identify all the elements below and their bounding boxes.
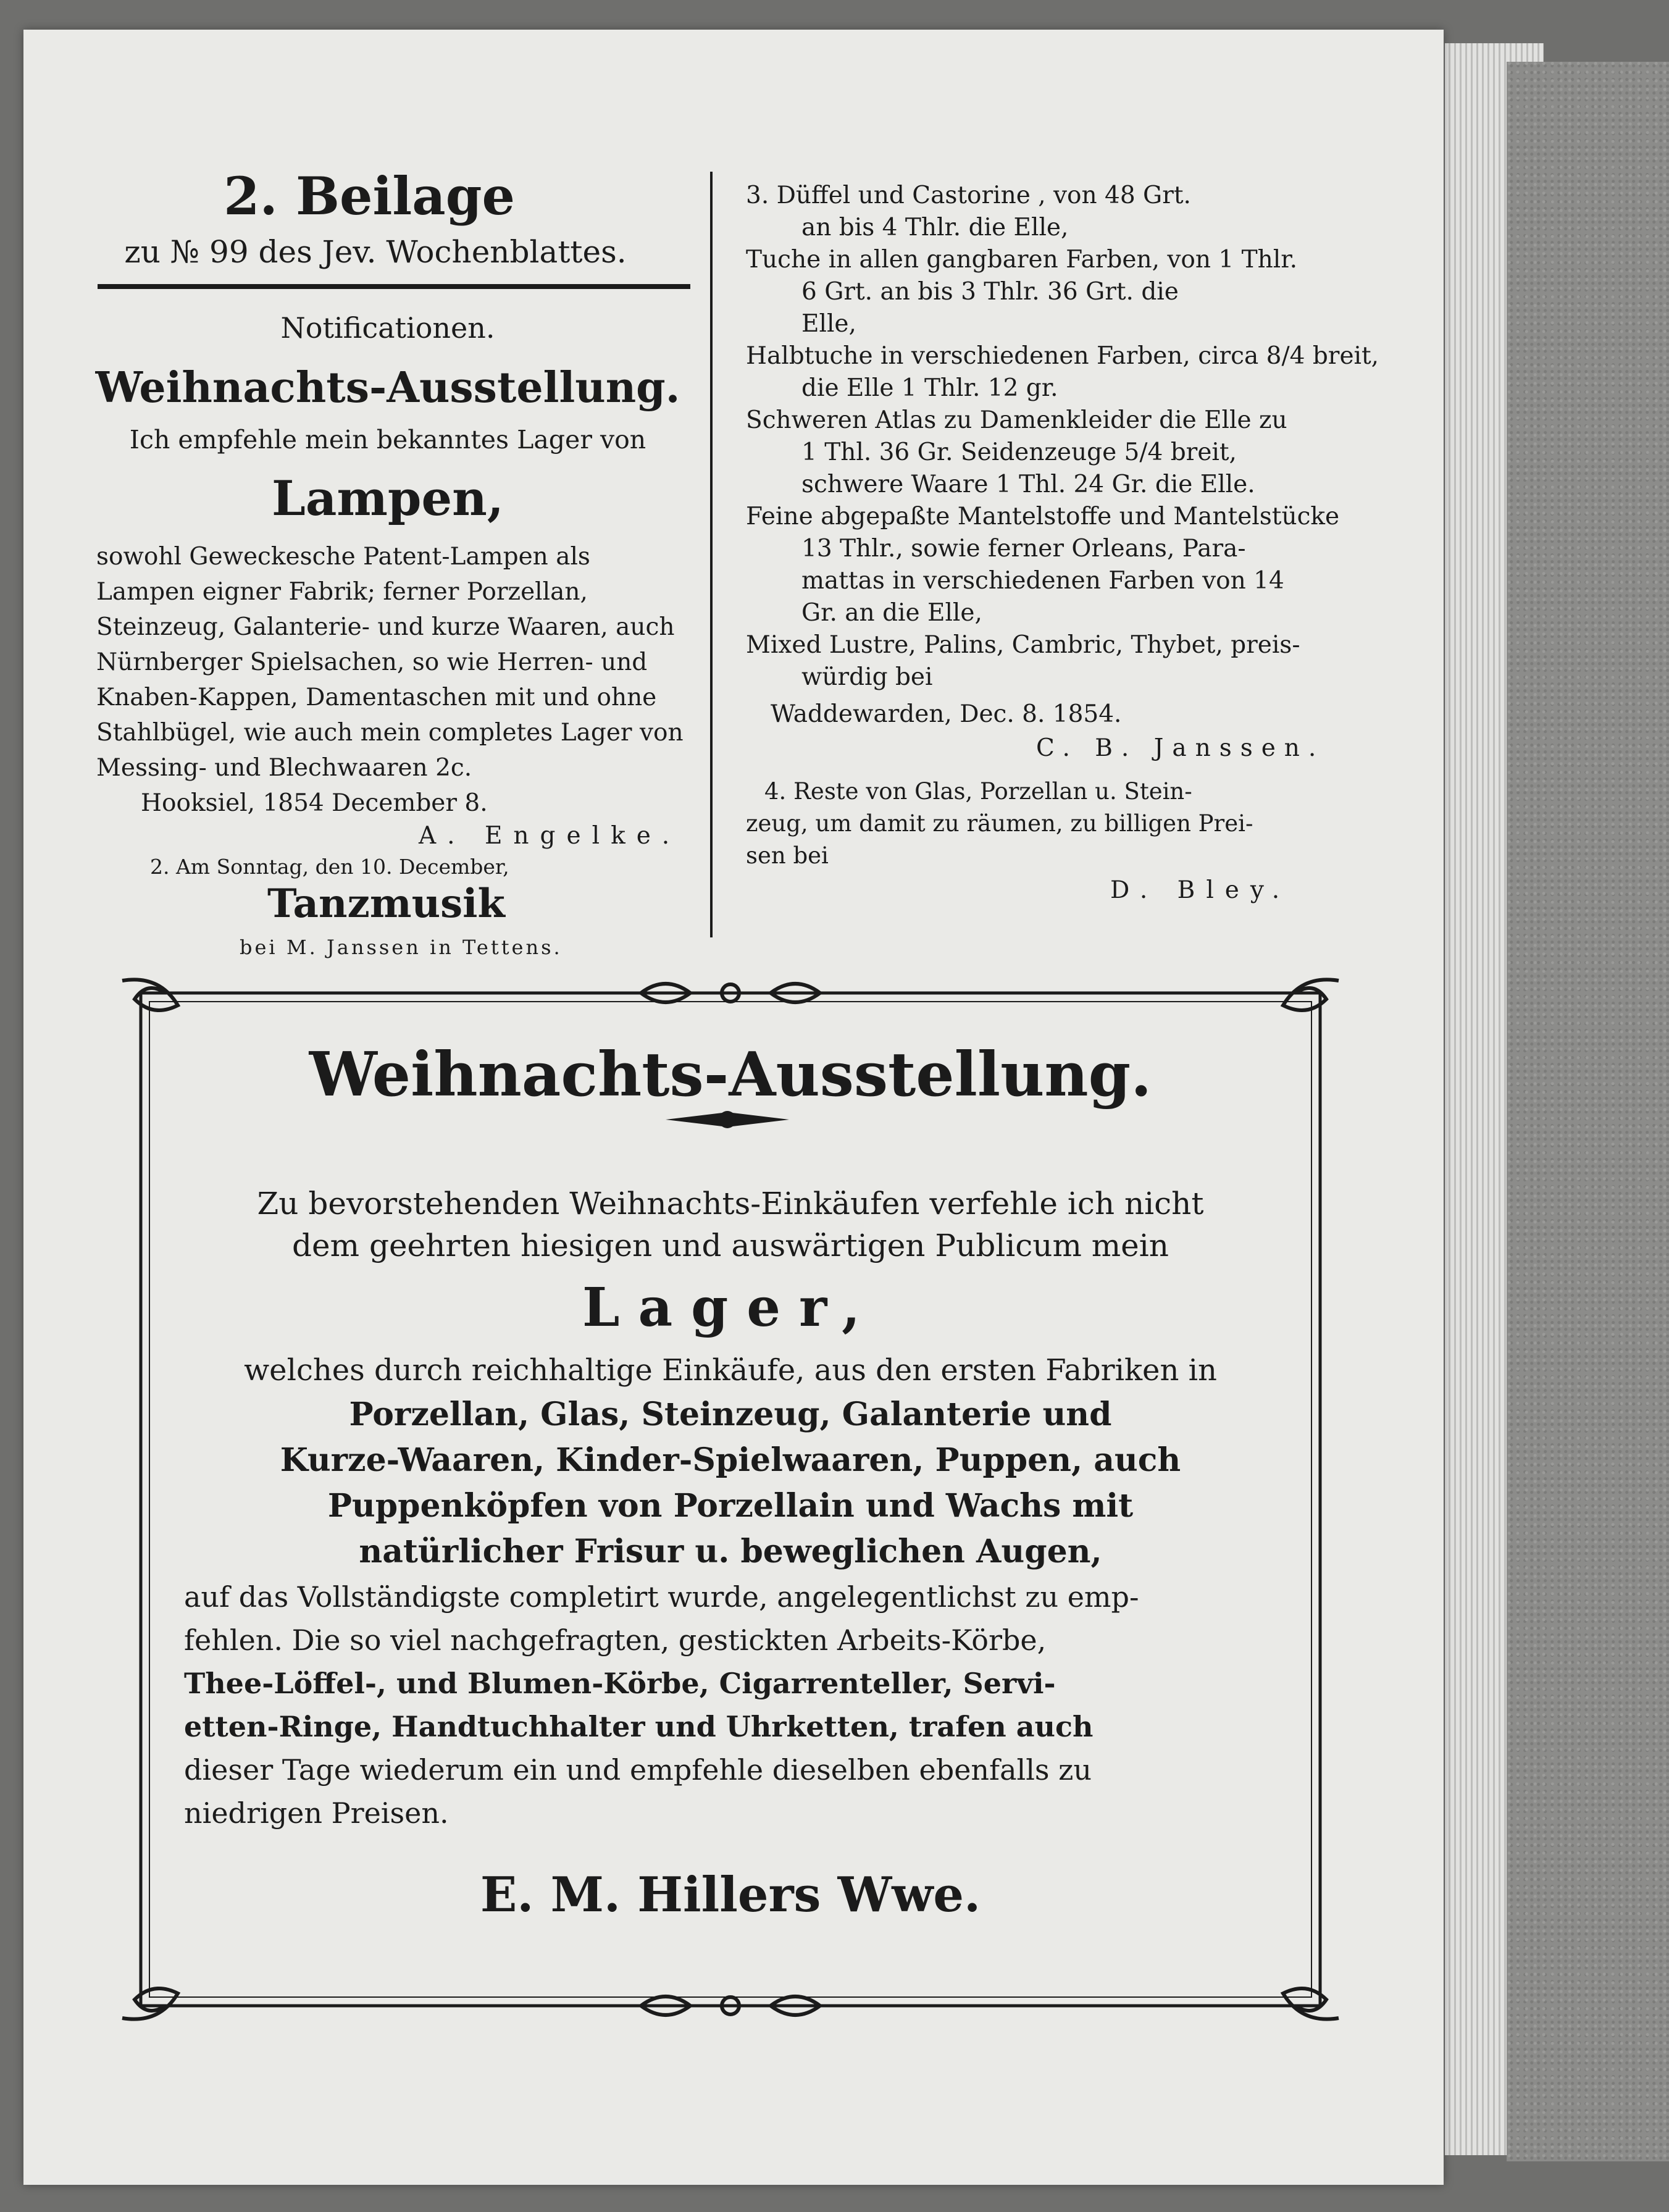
supplement-subtitle: zu № 99 des Jev. Wochenblattes. — [124, 234, 627, 270]
header-rule — [98, 284, 690, 289]
ad2-line: 2. Am Sonntag, den 10. December, — [150, 855, 509, 879]
big-ad-para: Thee-Löffel-, und Blumen-Körbe, Cigarrenteller, Servi- — [184, 1667, 1056, 1700]
ad1-line: sowohl Geweckesche Patent-Lampen als — [96, 543, 590, 571]
big-ad-para: auf das Vollständigste completirt wurde, angelegentlichst zu emp- — [184, 1580, 1139, 1614]
big-ad-line: Puppenköpfen von Porzellain und Wachs mit — [327, 1487, 1134, 1525]
ad3-line: 6 Grt. an bis 3 Thlr. 36 Grt. die — [801, 278, 1179, 306]
ad3-line: 13 Thlr., sowie ferner Orleans, Para- — [801, 535, 1246, 563]
big-ad-title: Weihnachts-Ausstellung. — [309, 1039, 1152, 1110]
ad3-line: Halbtuche in verschiedenen Farben, circa 8/4 breit, — [746, 342, 1379, 370]
newspaper-page — [23, 30, 1444, 2185]
ad3-line: an bis 4 Thlr. die Elle, — [801, 214, 1069, 241]
ad4-line: 4. Reste von Glas, Porzellan u. Stein- — [764, 778, 1192, 805]
ad1-line: Knaben-Kappen, Damentaschen mit und ohne — [96, 684, 657, 711]
big-ad-intro: Zu bevorstehenden Weihnachts-Einkäufen verfehle ich nicht — [257, 1186, 1204, 1221]
ad3-line: Gr. an die Elle, — [801, 599, 982, 627]
ad1-line: Steinzeug, Galanterie- und kurze Waaren, auch — [96, 613, 675, 641]
big-ad-para: niedrigen Preisen. — [184, 1796, 449, 1830]
supplement-title: 2. Beilage — [224, 165, 515, 227]
big-ad-intro: dem geehrten hiesigen und auswärtigen Publicum mein — [292, 1228, 1169, 1263]
ad3-place-date: Waddewarden, Dec. 8. 1854. — [771, 700, 1122, 728]
ad1-line: Messing- und Blechwaaren 2c. — [96, 754, 472, 782]
section-heading: Notificationen. — [280, 311, 495, 345]
big-ad-para: etten-Ringe, Handtuchhalter und Uhrketten, trafen auch — [184, 1710, 1094, 1743]
ad4-signature: D. Bley. — [1110, 876, 1291, 904]
ad3-line: Feine abgepaßte Mantelstoffe und Mantelstücke — [746, 503, 1340, 530]
ad3-signature: C. B. Janssen. — [1036, 734, 1325, 762]
big-ad-signature: E. M. Hillers Wwe. — [480, 1867, 981, 1923]
ad2-title: Tanzmusik — [267, 881, 505, 927]
big-ad-keyword: Lager, — [582, 1276, 879, 1339]
ad4-line: zeug, um damit zu räumen, zu billigen Prei- — [746, 810, 1253, 837]
ad1-place-date: Hooksiel, 1854 December 8. — [141, 789, 488, 817]
ad3-line: die Elle 1 Thlr. 12 gr. — [801, 374, 1058, 402]
big-ad-line: natürlicher Frisur u. beweglichen Augen, — [359, 1533, 1102, 1570]
ad3-line: schwere Waare 1 Thl. 24 Gr. die Elle. — [801, 471, 1255, 498]
ad1-line: Stahlbügel, wie auch mein completes Lager von — [96, 719, 684, 747]
ad4-line: sen bei — [746, 842, 829, 869]
ad3-line: Mixed Lustre, Palins, Cambric, Thybet, preis- — [746, 631, 1300, 659]
ad3-line: 3. Düffel und Castorine , von 48 Grt. — [746, 182, 1191, 209]
ad1-title: Weihnachts-Ausstellung. — [95, 363, 680, 413]
ad2-by: bei M. Janssen in Tettens. — [240, 936, 563, 959]
book-cover — [1507, 62, 1669, 2161]
big-ad-para: fehlen. Die so viel nachgefragten, gestickten Arbeits-Körbe, — [184, 1623, 1047, 1657]
ad1-intro: Ich empfehle mein bekanntes Lager von — [129, 425, 646, 455]
ad1-signature: A. Engelke. — [419, 822, 681, 850]
ad1-line: Nürnberger Spielsachen, so wie Herren- und — [96, 648, 648, 676]
big-ad-para: dieser Tage wiederum ein und empfehle dieselben ebenfalls zu — [184, 1753, 1092, 1787]
big-ad-line: Kurze-Waaren, Kinder-Spielwaaren, Puppen, auch — [280, 1441, 1181, 1479]
ad3-line: 1 Thl. 36 Gr. Seidenzeuge 5/4 breit, — [801, 438, 1237, 466]
ad3-line: Schweren Atlas zu Damenkleider die Elle zu — [746, 406, 1287, 434]
ad3-line: mattas in verschiedenen Farben von 14 — [801, 567, 1284, 595]
ad1-keyword: Lampen, — [272, 471, 504, 527]
ad3-line: Elle, — [801, 310, 856, 338]
ad3-line: würdig bei — [801, 663, 933, 691]
big-ad-line: welches durch reichhaltige Einkäufe, aus den ersten Fabriken in — [244, 1353, 1217, 1388]
column-divider — [710, 172, 713, 937]
ad1-line: Lampen eigner Fabrik; ferner Porzellan, — [96, 578, 588, 606]
ad3-line: Tuche in allen gangbaren Farben, von 1 Thlr. — [746, 246, 1297, 274]
big-ad-line: Porzellan, Glas, Steinzeug, Galanterie und — [349, 1396, 1112, 1433]
